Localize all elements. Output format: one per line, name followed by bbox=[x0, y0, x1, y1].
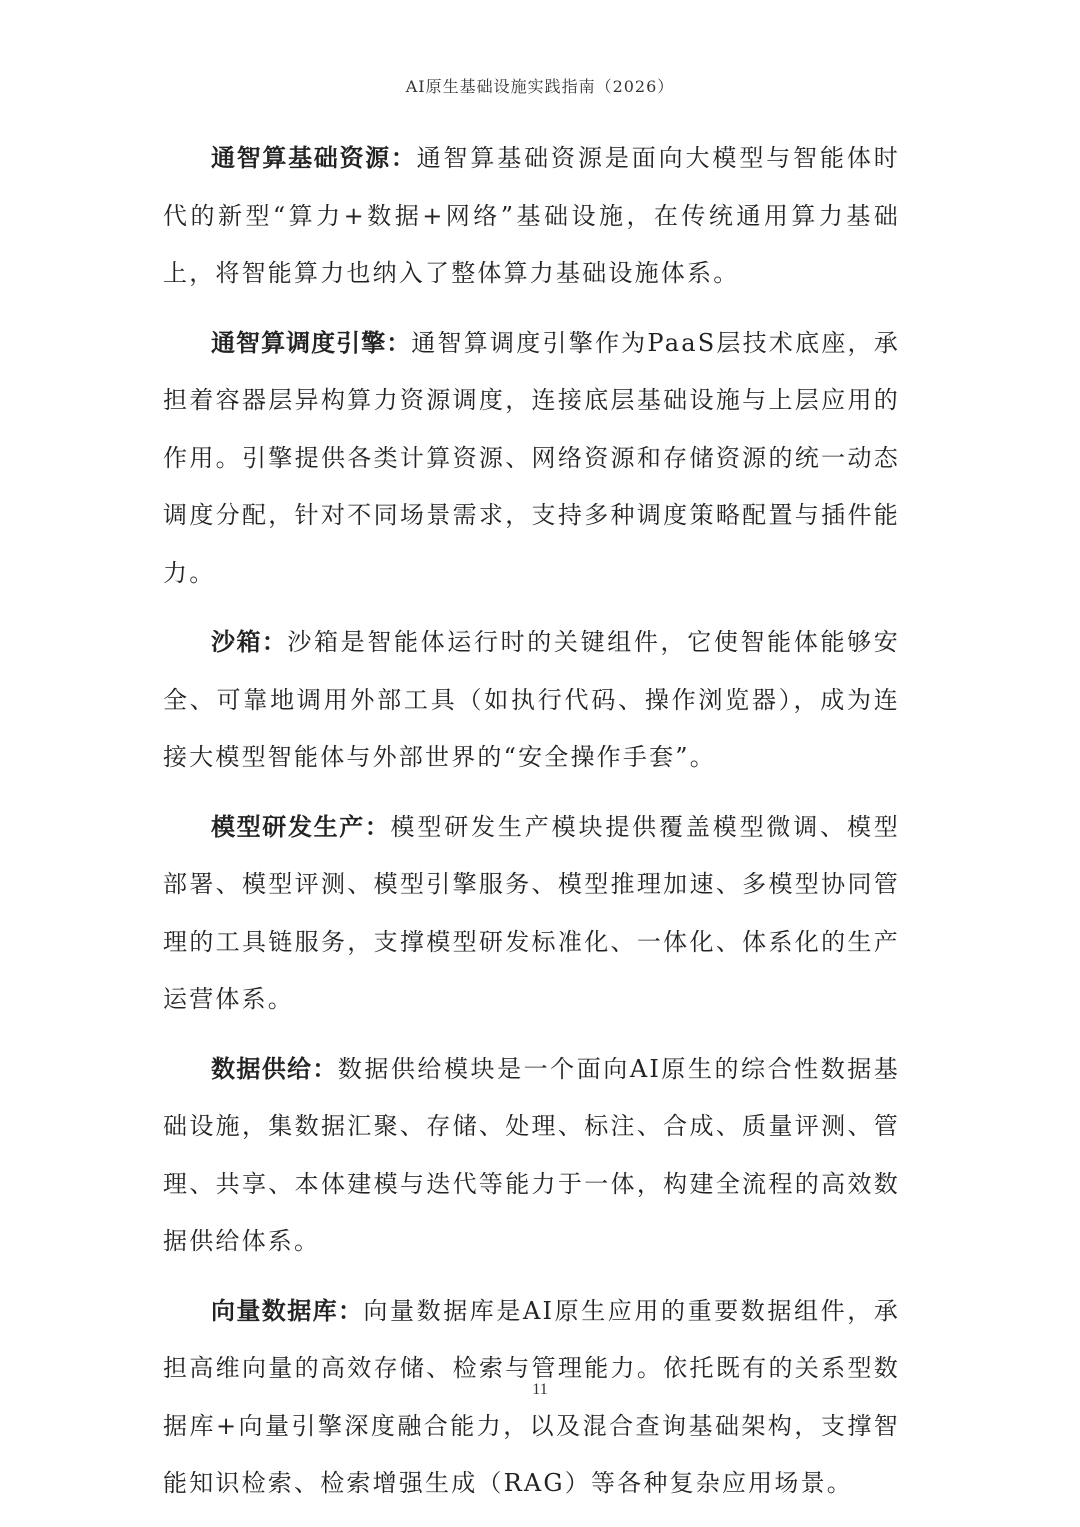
paragraph-scheduling-engine bbox=[163, 315, 900, 603]
paragraph-text: 向量数据库是AI原生应用的重要数据组件，承担高维向量的高效存储、检索与管理能力。依托既有的关系型数据库+向量引擎深度融合能力，以及混合查询基础架构，支撑智能知识检索、检索增强生成（RAG）等各种复杂应用场景。 bbox=[163, 1296, 901, 1497]
term-heading: 向量数据库： bbox=[211, 1296, 364, 1325]
paragraph-sandbox bbox=[163, 614, 900, 787]
term-heading: 沙箱： bbox=[211, 628, 288, 656]
paragraph-text: 通智算基础资源是面向大模型与智能体时代的新型“算力+数据+网络”基础设施，在传统通用算力基础上，将智能算力也纳入了整体算力基础设施体系。 bbox=[163, 144, 901, 287]
page-number: 11 bbox=[532, 1381, 548, 1398]
running-header: AI原生基础设施实践指南（2026） bbox=[405, 77, 675, 96]
paragraph-text: 通智算调度引擎作为PaaS层技术底座，承担着容器层异构算力资源调度，连接底层基础设施与上层应用的作用。引擎提供各类计算资源、网络资源和存储资源的统一动态调度分配，针对不同场景需求，支持多种调度策略配置与插件能力。 bbox=[163, 328, 900, 587]
paragraph-data-supply bbox=[163, 1041, 900, 1271]
paragraph-model-development bbox=[163, 799, 900, 1029]
paragraph-text: 数据供给模块是一个面向AI原生的综合性数据基础设施，集数据汇聚、存储、处理、标注、合成、质量评测、管理、共享、本体建模与迭代等能力于一体，构建全流程的高效数据供给体系。 bbox=[163, 1054, 901, 1255]
term-heading: 模型研发生产： bbox=[211, 812, 391, 841]
body-content bbox=[163, 130, 900, 1525]
paragraph-text: 模型研发生产模块提供覆盖模型微调、模型部署、模型评测、模型引擎服务、模型推理加速、多模型协同管理的工具链服务，支撑模型研发标准化、一体化、体系化的生产运营体系。 bbox=[163, 812, 901, 1013]
paragraph-text: 沙箱是智能体运行时的关键组件，它使智能体能够安全、可靠地调用外部工具（如执行代码、操作浏览器），成为连接大模型智能体与外部世界的“安全操作手套”。 bbox=[163, 628, 900, 771]
term-heading: 通智算调度引擎： bbox=[211, 328, 412, 357]
term-heading: 数据供给： bbox=[211, 1054, 338, 1083]
paragraph-compute-resources bbox=[163, 130, 900, 303]
term-heading: 通智算基础资源： bbox=[211, 144, 417, 172]
